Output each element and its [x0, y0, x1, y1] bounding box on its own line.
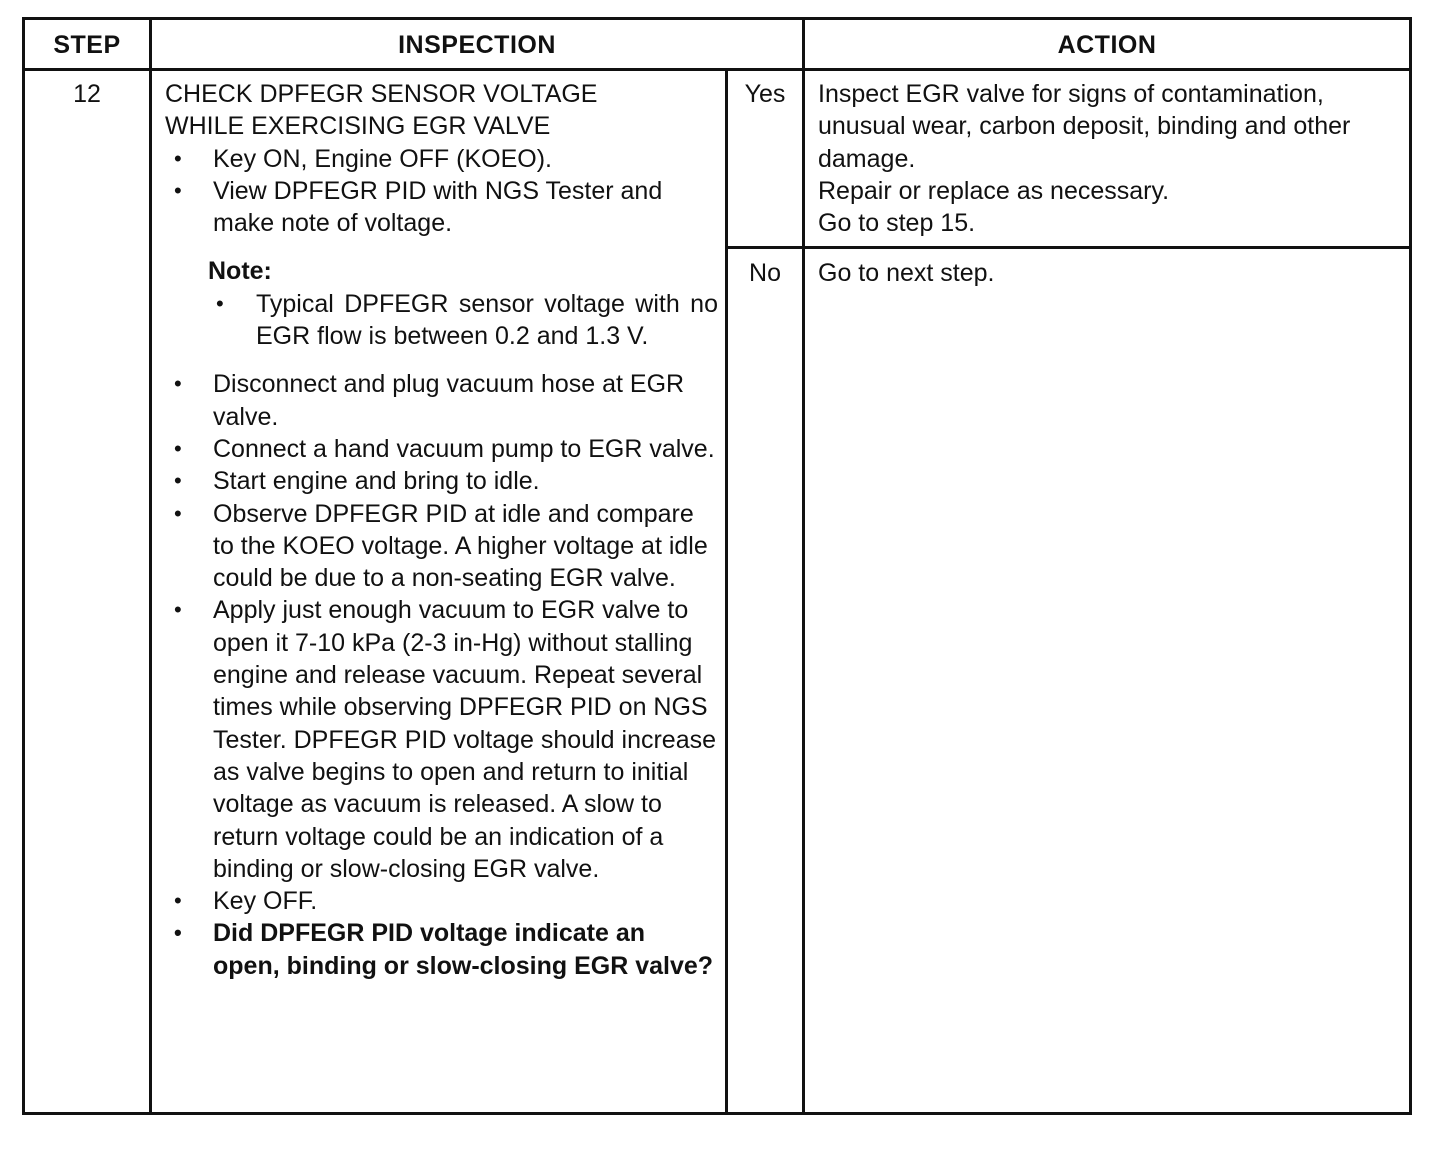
- diagnostic-table: [22, 17, 1412, 1115]
- rule-inspection-result: [725, 70, 728, 1112]
- action-yes-line2: Repair or replace as necessary.: [818, 176, 1170, 205]
- rule-yes-no: [725, 246, 1409, 249]
- header-step: STEP: [53, 30, 121, 59]
- list-item: • View DPFEGR PID with NGS Tester and make note of voltage.: [165, 175, 718, 240]
- list-item: • Observe DPFEGR PID at idle and compare to the KOEO voltage. A higher voltage at idle could be due to a non-seating EGR valve.: [165, 498, 718, 595]
- action-yes-line1: Inspect EGR valve for signs of contamination, unusual wear, carbon deposit, binding and other damage.: [818, 80, 1351, 173]
- action-yes-line3: Go to step 15.: [818, 209, 976, 238]
- inspection-cell: [165, 78, 718, 982]
- note-list: [208, 288, 718, 353]
- result-no-label: No: [749, 259, 781, 287]
- step-number: 12: [73, 80, 101, 108]
- rule-result-action: [802, 20, 805, 1112]
- list-item: • Key ON, Engine OFF (KOEO).: [165, 143, 718, 175]
- list-item: • Start engine and bring to idle.: [165, 465, 718, 497]
- list-item: • Apply just enough vacuum to EGR valve to open it 7-10 kPa (2-3 in-Hg) without stalling engine and release vacuum. Repeat several times while observing DPFEGR PID on NGS Tester. DPFEGR PID voltage should increase as valve begins to open and return to initial voltage as vacuum is released. A slow to return voltage could be an indication of a binding or slow-closing EGR valve.: [165, 594, 718, 885]
- rule-step-inspection: [149, 20, 152, 1112]
- header-action: ACTION: [1057, 30, 1157, 59]
- inspection-bullets-a: [165, 143, 718, 240]
- list-item: • Connect a hand vacuum pump to EGR valve.: [165, 433, 718, 465]
- inspection-bullets-b: [165, 368, 718, 982]
- inspection-title-line1: CHECK DPFEGR SENSOR VOLTAGE: [165, 80, 598, 108]
- list-item: • Disconnect and plug vacuum hose at EGR valve.: [165, 368, 718, 433]
- note-block: [165, 255, 718, 352]
- note-title: Note:: [208, 257, 272, 286]
- result-yes-label: Yes: [744, 80, 786, 108]
- list-item: • Key OFF.: [165, 885, 718, 917]
- header-inspection: INSPECTION: [398, 30, 556, 59]
- action-yes: [818, 78, 1403, 239]
- note-item: • Typical DPFEGR sensor voltage with no EGR flow is between 0.2 and 1.3 V.: [208, 288, 718, 353]
- inspection-title-line2: WHILE EXERCISING EGR VALVE: [165, 112, 551, 141]
- action-no: Go to next step.: [818, 259, 995, 287]
- inspection-question: • Did DPFEGR PID voltage indicate an open, binding or slow-closing EGR valve?: [165, 917, 718, 982]
